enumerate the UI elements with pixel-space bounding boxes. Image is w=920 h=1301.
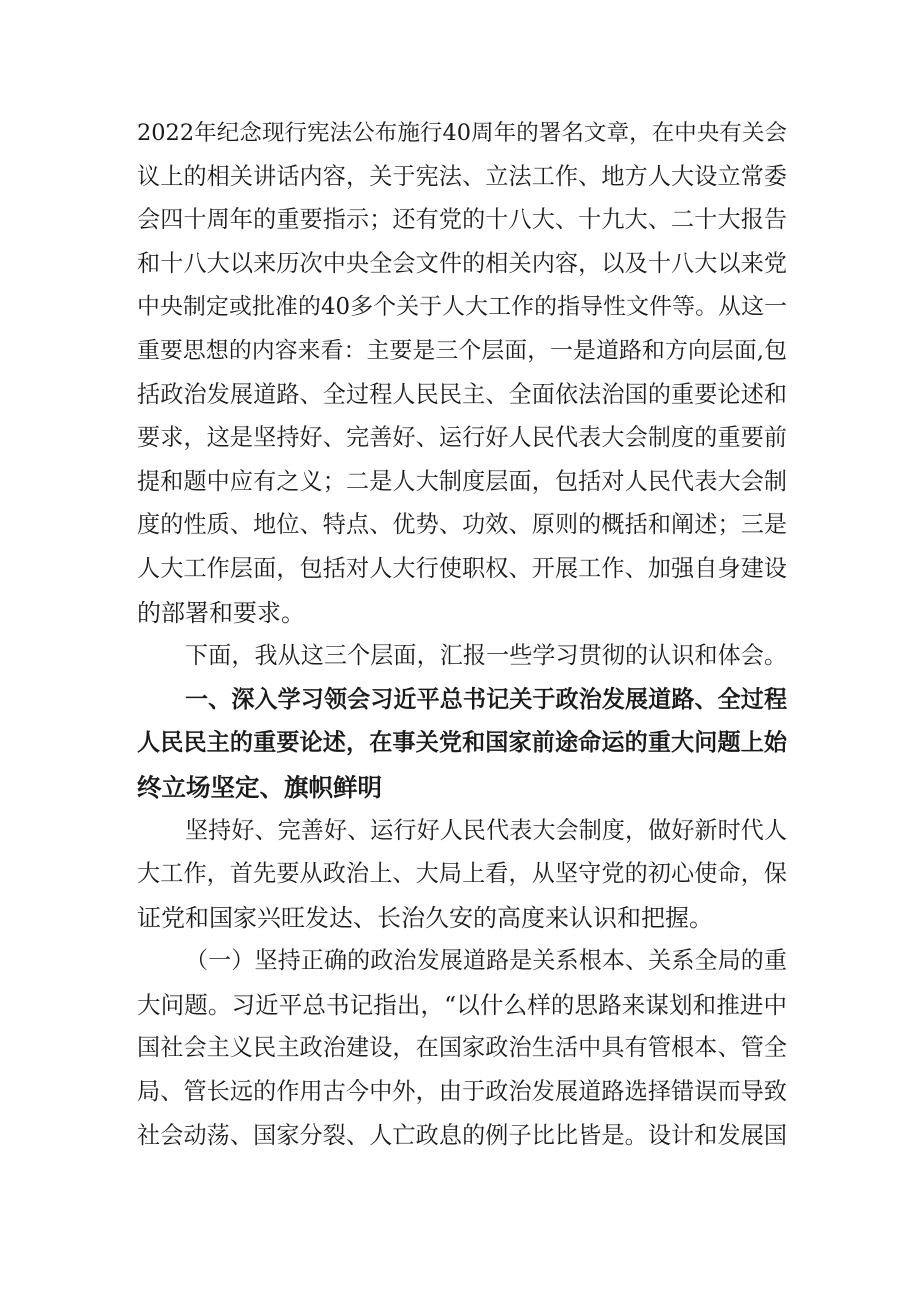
text-line: 提和题中应有之义；二是人大制度层面，包括对人民代表大会制: [137, 468, 787, 495]
text-line: 社会动荡、国家分裂、人亡政息的例子比比皆是。设计和发展国: [137, 1122, 787, 1149]
heading-line: 终立场坚定、旗帜鲜明: [137, 772, 382, 802]
section-intro-paragraph: [137, 810, 787, 941]
intro-paragraph: [137, 112, 787, 635]
text-line: （一）坚持正确的政治发展道路是关系根本、关系全局的重: [185, 948, 787, 975]
text-line: 和十八大以来历次中央全会文件的相关内容，以及十八大以来党: [137, 250, 787, 277]
text-line: 议上的相关讲话内容，关于宪法、立法工作、地方人大设立常委: [137, 163, 787, 190]
heading-line: 人民民主的重要论述，在事关党和国家前途命运的重大问题上始: [137, 730, 787, 757]
text-line: 会四十周年的重要指示；还有党的十八大、十九大、二十大报告: [137, 207, 787, 234]
text-line: 下面，我从这三个层面，汇报一些学习贯彻的认识和体会。: [185, 643, 787, 670]
text-line: 大工作，首先要从政治上、大局上看，从坚守党的初心使命，保: [137, 861, 787, 888]
text-line: 人大工作层面，包括对人大行使职权、开展工作、加强自身建设: [137, 555, 787, 582]
text-line: 重要思想的内容来看：主要是三个层面，一是道路和方向层面,包: [137, 337, 787, 364]
text-line: 大问题。习近平总书记指出，“以什么样的思路来谋划和推进中: [137, 990, 787, 1019]
transition-paragraph: [137, 635, 787, 679]
text-line: 局、管长远的作用古今中外，由于政治发展道路选择错误而导致: [137, 1079, 787, 1106]
text-line: 坚持好、完善好、运行好人民代表大会制度，做好新时代人: [185, 817, 787, 844]
text-line: 证党和国家兴旺发达、长治久安的高度来认识和把握。: [137, 903, 713, 932]
text-line: 的部署和要求。: [137, 598, 305, 627]
text-line: 度的性质、地位、特点、优势、功效、原则的概括和阐述；三是: [137, 512, 787, 539]
text-line: 国社会主义民主政治建设，在国家政治生活中具有管根本、管全: [137, 1035, 787, 1062]
text-line: 要求，这是坚持好、完善好、运行好人民代表大会制度的重要前: [137, 425, 787, 452]
text-line: 2022年纪念现行宪法公布施行40周年的署名文章，在中央有关会: [137, 120, 787, 146]
document-body: [137, 112, 787, 1158]
text-line: 括政治发展道路、全过程人民民主、全面依法治国的重要论述和: [137, 381, 787, 408]
subsection-paragraph: [137, 940, 787, 1158]
heading-line: 一、深入学习领会习近平总书记关于政治发展道路、全过程: [185, 686, 787, 713]
text-line: 中央制定或批准的40多个关于人大工作的指导性文件等。从这一: [137, 294, 787, 321]
section-heading: [137, 679, 787, 810]
